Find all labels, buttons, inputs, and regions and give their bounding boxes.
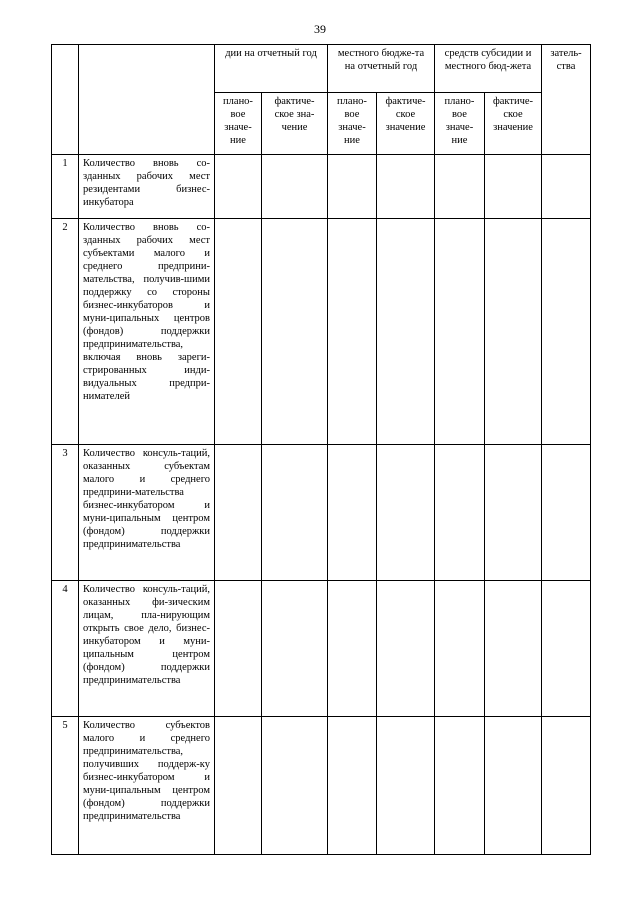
- cell: [542, 155, 591, 219]
- cell: [215, 219, 262, 445]
- cell: [328, 155, 377, 219]
- row-indicator: Количество вновь со-зданных рабочих мест субъектами малого и среднего предприни-мательства, получив-шими поддержку со стороны бизнес-инкубаторов и муни-ципальных центров (фондов) поддержки предпринимательства, включая вновь зареги-стрированных инди-видуальных предпри-нимателей: [79, 219, 215, 445]
- header-name-cell: [79, 45, 215, 155]
- table-row: [52, 581, 591, 717]
- cell: [542, 581, 591, 717]
- cell: [262, 155, 328, 219]
- cell: [435, 717, 485, 855]
- cell: [485, 219, 542, 445]
- cell: [485, 717, 542, 855]
- header-fact-2: фактиче-ское значение: [377, 93, 435, 155]
- table-row: [52, 155, 591, 219]
- cell: [542, 445, 591, 581]
- cell: [262, 219, 328, 445]
- header-plan-1: плано-вое значе-ние: [215, 93, 262, 155]
- header-plan-2: плано-вое значе-ние: [328, 93, 377, 155]
- row-number: 3: [52, 445, 79, 581]
- cell: [435, 581, 485, 717]
- header-group-3: средств субсидии и местного бюд-жета: [435, 45, 542, 93]
- header-group-4: затель-ства: [542, 45, 591, 155]
- cell: [377, 445, 435, 581]
- table-row: [52, 445, 591, 581]
- cell: [215, 581, 262, 717]
- cell: [328, 445, 377, 581]
- header-num-cell: [52, 45, 79, 155]
- page-number: 39: [314, 22, 326, 36]
- row-number: 5: [52, 717, 79, 855]
- cell: [262, 445, 328, 581]
- header-plan-3: плано-вое значе-ние: [435, 93, 485, 155]
- cell: [485, 581, 542, 717]
- indicators-table: [51, 44, 591, 855]
- row-indicator: Количество консуль-таций, оказанных субъектам малого и среднего предприни-мательства бизнес-инкубатором и муни-ципальным центром (фондом) поддержки предпринимательства: [79, 445, 215, 581]
- row-number: 1: [52, 155, 79, 219]
- cell: [435, 219, 485, 445]
- cell: [542, 717, 591, 855]
- cell: [215, 717, 262, 855]
- cell: [377, 219, 435, 445]
- cell: [435, 445, 485, 581]
- header-group-1: дии на отчетный год: [215, 45, 328, 93]
- table-row: [52, 717, 591, 855]
- cell: [328, 717, 377, 855]
- header-fact-1: фактиче-ское зна-чение: [262, 93, 328, 155]
- cell: [485, 445, 542, 581]
- row-indicator: Количество вновь со-зданных рабочих мест резидентами бизнес-инкубатора: [79, 155, 215, 219]
- row-number: 4: [52, 581, 79, 717]
- cell: [215, 155, 262, 219]
- row-indicator: Количество субъектов малого и среднего предпринимательства, получивших поддерж-ку бизнес-инкубатором и муни-ципальным центром (фондом) поддержки предпринимательства: [79, 717, 215, 855]
- cell: [377, 155, 435, 219]
- table-row: [52, 219, 591, 445]
- header-fact-3: фактиче-ское значение: [485, 93, 542, 155]
- cell: [542, 219, 591, 445]
- row-number: 2: [52, 219, 79, 445]
- cell: [485, 155, 542, 219]
- cell: [377, 717, 435, 855]
- cell: [377, 581, 435, 717]
- cell: [215, 445, 262, 581]
- row-indicator: Количество консуль-таций, оказанных фи-зическим лицам, пла-нирующим открыть свое дело, бизнес-инкубатором и муни-ципальным центром (фондом) поддержки предпринимательства: [79, 581, 215, 717]
- header-group-2: местного бюдже-та на отчетный год: [328, 45, 435, 93]
- cell: [435, 155, 485, 219]
- cell: [262, 717, 328, 855]
- cell: [328, 581, 377, 717]
- cell: [262, 581, 328, 717]
- cell: [328, 219, 377, 445]
